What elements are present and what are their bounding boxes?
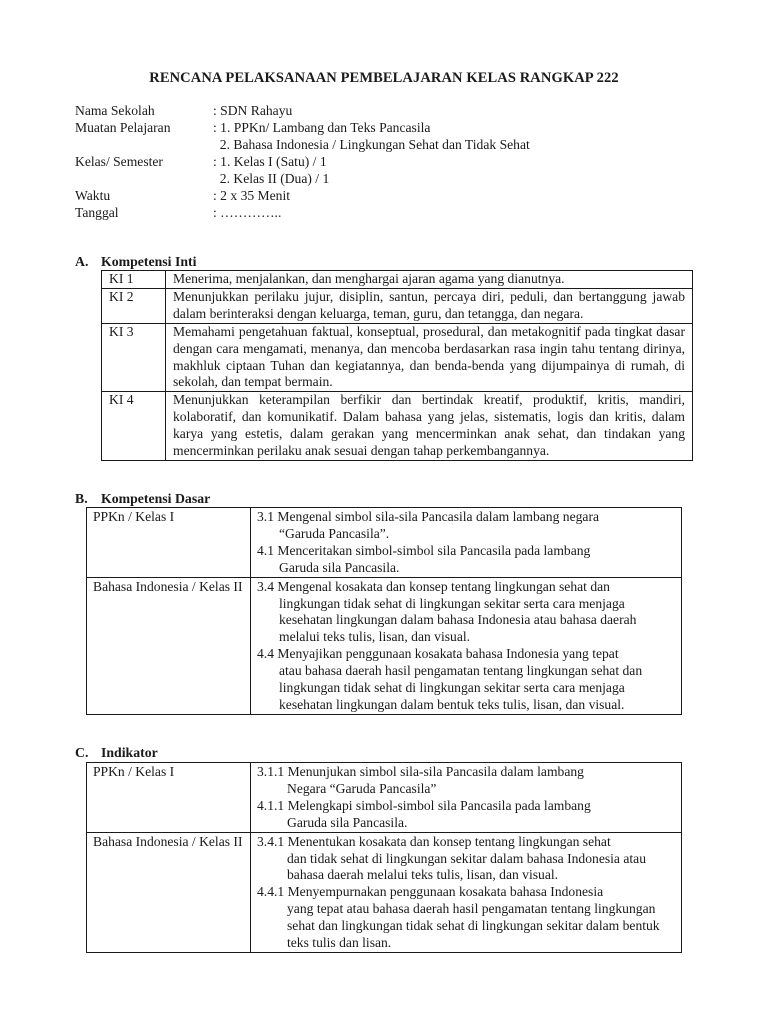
table-row [87, 577, 682, 714]
indikator-item-first-line: 4.1.1 Melengkapi simbol-simbol sila Pancasila pada lambang [257, 797, 591, 813]
meta-row [75, 102, 695, 119]
meta-row [75, 119, 695, 136]
meta-value: 2. Kelas II (Dua) / 1 [213, 171, 330, 186]
section-letter: A. [75, 254, 89, 269]
section-title: Indikator [101, 745, 158, 760]
ki-code: KI 2 [102, 288, 166, 323]
kd-item-first-line: 3.4 Mengenal kosakata dan konsep tentang lingkungan sehat dan [257, 578, 610, 594]
meta-label: Waktu [75, 188, 111, 203]
meta-value: : ………….. [213, 205, 282, 220]
indikator-item-continuation: yang tepat atau bahasa daerah hasil pengamatan tentang lingkungan sehat dan lingkungan tidak sehat di lingkungan sekitar dalam bentuk teks tulis dan lisan. [287, 901, 660, 951]
meta-label: Kelas/ Semester [75, 154, 163, 169]
meta-row [75, 136, 695, 153]
meta-value: : 1. PPKn/ Lambang dan Teks Pancasila [213, 120, 431, 135]
indikator-table [86, 762, 682, 953]
subject-cell: Bahasa Indonesia / Kelas II [87, 577, 251, 714]
indikator-item-continuation: dan tidak sehat di lingkungan sekitar dalam bahasa Indonesia atau bahasa daerah melalui teks tulis, lisan, dan visual. [287, 850, 646, 883]
ki-code: KI 1 [102, 271, 166, 289]
kd-item-first-line: 4.4 Menyajikan penggunaan kosakata bahasa Indonesia yang tepat [257, 646, 619, 662]
meta-value: : 2 x 35 Menit [213, 188, 291, 203]
meta-label: Tanggal [75, 205, 119, 220]
indikator-item-continuation: Negara “Garuda Pancasila” [287, 780, 437, 796]
document-title: RENCANA PELAKSANAAN PEMBELAJARAN KELAS RANGKAP 222 [149, 70, 619, 86]
list-item [257, 646, 675, 714]
kd-item-continuation: “Garuda Pancasila”. [279, 525, 390, 541]
meta-label: Muatan Pelajaran [75, 120, 171, 135]
meta-row [75, 170, 695, 187]
meta-label [75, 136, 213, 153]
section-title: Kompetensi Dasar [101, 491, 211, 506]
list-item [257, 579, 675, 647]
ki-text: Menunjukkan perilaku jujur, disiplin, santun, percaya diri, peduli, dan bertanggung jawab dalam berinteraksi dengan keluarga, teman, guru, dan tetangga, dan negara. [166, 288, 693, 323]
list-item [257, 834, 675, 885]
indikator-cell [251, 763, 682, 833]
meta-row [75, 204, 695, 221]
indikator-item-first-line: 3.4.1 Menentukan kosakata dan konsep tentang lingkungan sehat [257, 833, 611, 849]
table-row [102, 392, 693, 461]
kd-item-continuation: Garuda sila Pancasila. [279, 559, 400, 575]
ki-code: KI 3 [102, 323, 166, 392]
ki-text: Menunjukkan keterampilan berfikir dan bertindak kreatif, produktif, kritis, mandiri, kolaboratif, dan komunikatif. Dalam bahasa yang jelas, sistematis, logis dan kritis, dalam karya yang estetis, dalam gerakan yang mencerminkan anak sehat, dan tindakan yang mencerminkan perilaku anak sesuai dengan tahap perkembangannya. [166, 392, 693, 461]
kd-item-continuation: lingkungan tidak sehat di lingkungan sekitar serta cara menjaga kesehatan lingkungan dalam bahasa Indonesia atau bahasa daerah melalui teks tulis, lisan, dan visual. [279, 595, 637, 645]
indikator-item-first-line: 3.1.1 Menunjukan simbol sila-sila Pancasila dalam lambang [257, 764, 584, 779]
table-row [102, 271, 693, 289]
kd-item-continuation: atau bahasa daerah hasil pengamatan tentang lingkungan sehat dan lingkungan tidak sehat di lingkungan sekitar serta cara menjaga kesehatan lingkungan dalam bentuk teks tulis, lisan, dan visual. [279, 663, 643, 712]
kompetensi-inti-table [101, 270, 693, 461]
indikator-item-first-line: 4.4.1 Menyempurnakan penggunaan kosakata bahasa Indonesia [257, 884, 604, 900]
ki-text: Memahami pengetahuan faktual, konseptual, prosedural, dan metakognitif pada tingkat dasar dengan cara mengamati, menanya, dan mencoba berdasarkan rasa ingin tahu tentang dirinya, makhluk ciptaan Tuhan dan kegiatannya, dan benda-benda yang dijumpainya di rumah, di sekolah, dan tempat bermain. [166, 323, 693, 392]
table-row [87, 832, 682, 952]
subject-cell: PPKn / Kelas I [87, 508, 251, 578]
identity-block [75, 102, 695, 221]
ki-code: KI 4 [102, 392, 166, 461]
section-letter: C. [75, 745, 89, 760]
section-title: Kompetensi Inti [101, 254, 197, 269]
meta-row [75, 187, 695, 204]
kd-cell [251, 577, 682, 714]
table-row [87, 763, 682, 833]
list-item [257, 798, 675, 832]
meta-label: Nama Sekolah [75, 103, 155, 118]
meta-value: : 1. Kelas I (Satu) / 1 [213, 154, 327, 169]
ki-text: Menerima, menjalankan, dan menghargai ajaran agama yang dianutnya. [166, 271, 693, 289]
subject-cell: PPKn / Kelas I [87, 763, 251, 833]
meta-value: : SDN Rahayu [213, 103, 293, 118]
table-row [102, 323, 693, 392]
meta-row [75, 153, 695, 170]
indikator-item-continuation: Garuda sila Pancasila. [287, 814, 408, 830]
list-item [257, 884, 675, 952]
list-item [257, 543, 675, 577]
meta-value: 2. Bahasa Indonesia / Lingkungan Sehat dan Tidak Sehat [213, 137, 530, 152]
kd-item-first-line: 3.1 Mengenal simbol sila-sila Pancasila dalam lambang negara [257, 509, 600, 524]
subject-cell: Bahasa Indonesia / Kelas II [87, 832, 251, 952]
kd-item-first-line: 4.1 Menceritakan simbol-simbol sila Pancasila pada lambang [257, 542, 591, 558]
section-b-heading [75, 491, 210, 507]
table-row [102, 288, 693, 323]
meta-label [75, 170, 213, 187]
section-a-heading [75, 254, 196, 270]
table-row [87, 508, 682, 578]
kd-cell [251, 508, 682, 578]
indikator-cell [251, 832, 682, 952]
kompetensi-dasar-table [86, 507, 682, 715]
section-letter: B. [75, 491, 88, 506]
list-item [257, 764, 675, 798]
section-c-heading [75, 745, 158, 761]
list-item [257, 509, 675, 543]
